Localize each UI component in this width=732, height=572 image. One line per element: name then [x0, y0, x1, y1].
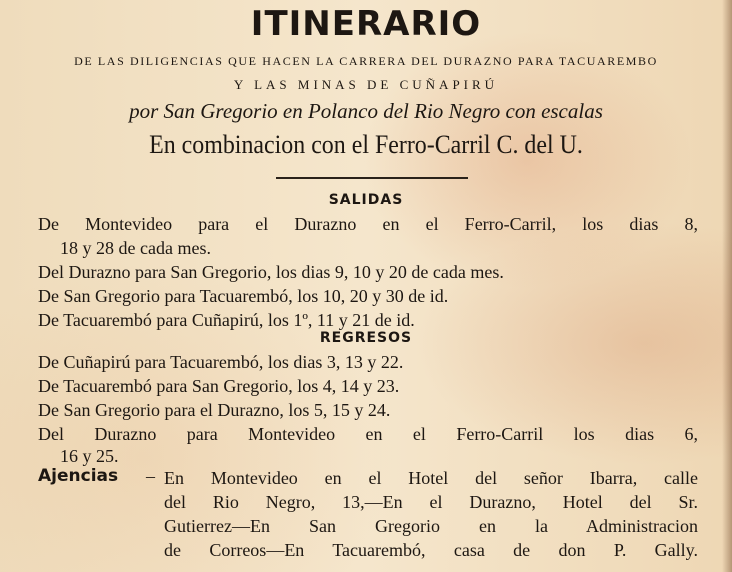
subtitle-line-2: Y LAS MINAS DE CUÑAPIRÚ: [233, 77, 499, 92]
regresos-line: De San Gregorio para el Durazno, los 5, 15 y 24.: [38, 400, 391, 420]
agencias-line: de Correos—En Tacuarembó, casa de don P. Gally.: [164, 540, 698, 560]
salidas-heading: SALIDAS: [328, 192, 404, 208]
route-line: por San Gregorio en Polanco del Rio Negro con escalas: [129, 99, 603, 123]
subtitle-line-1: DE LAS DILIGENCIAS QUE HACEN LA CARRERA DEL DURAZNO PARA TACUAREMBO: [74, 54, 658, 68]
salidas-line: De San Gregorio para Tacuarembó, los 10, 20 y 30 de id.: [38, 286, 449, 306]
salidas-line: Del Durazno para San Gregorio, los dias 9, 10 y 20 de cada mes.: [38, 262, 504, 282]
agencias-line: En Montevideo en el Hotel del señor Ibarra, calle: [164, 468, 698, 488]
regresos-line: De Cuñapirú para Tacuarembó, los dias 3, 13 y 22.: [38, 352, 404, 372]
agencias-dash: –: [146, 466, 155, 486]
agencias-line: Gutierrez—En San Gregorio en la Administracion: [164, 516, 698, 536]
salidas-line: 18 y 28 de cada mes.: [60, 238, 211, 258]
regresos-line: 16 y 25.: [60, 446, 119, 466]
agencias-line: del Rio Negro, 13,—En el Durazno, Hotel del Sr.: [164, 492, 698, 512]
regresos-heading: REGRESOS: [319, 330, 413, 346]
divider-rule: [276, 177, 468, 179]
agencias-label: Ajencias: [38, 466, 119, 486]
combination-line: En combinacion con el Ferro-Carril C. del U.: [149, 130, 583, 159]
itinerary-title: ITINERARIO: [250, 4, 482, 44]
salidas-line: De Tacuarembó para Cuñapirú, los 1º, 11 y 21 de id.: [38, 310, 415, 330]
salidas-line: De Montevideo para el Durazno en el Ferro-Carril, los dias 8,: [38, 214, 698, 234]
page-edge-shadow: [722, 0, 732, 572]
regresos-line: De Tacuarembó para San Gregorio, los 4, 14 y 23.: [38, 376, 400, 396]
regresos-line: Del Durazno para Montevideo en el Ferro-Carril los dias 6,: [38, 424, 698, 444]
